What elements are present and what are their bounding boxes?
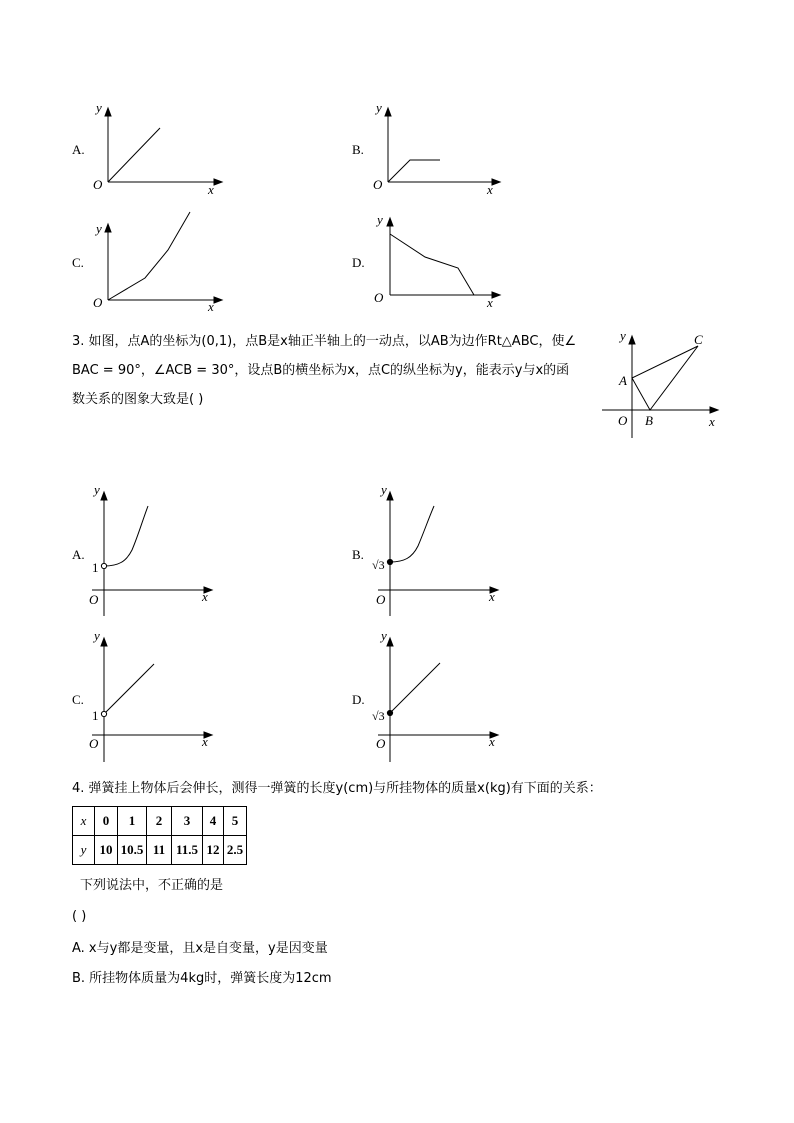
point-c-label: C bbox=[694, 332, 703, 347]
y-axis-label: y bbox=[381, 628, 387, 643]
table-cell: 11.5 bbox=[172, 836, 203, 865]
table-cell: 2 bbox=[147, 807, 172, 836]
table-cell: 11 bbox=[147, 836, 172, 865]
y-axis-label: y bbox=[94, 482, 100, 497]
q2-option-d-label: D. bbox=[352, 255, 365, 270]
q3-d-line bbox=[390, 663, 440, 713]
q3-option-a-label: A. bbox=[72, 547, 85, 562]
q3-option-c-label: C. bbox=[72, 692, 84, 707]
q3-d-closed-point bbox=[387, 710, 392, 715]
y-axis-label: y bbox=[377, 212, 383, 227]
x-axis-label: x bbox=[202, 589, 208, 604]
origin-label: O bbox=[93, 295, 103, 310]
x-axis-label: x bbox=[709, 414, 715, 429]
origin-label: O bbox=[374, 290, 384, 305]
x-axis-label: x bbox=[487, 182, 493, 197]
y-axis-label: y bbox=[620, 328, 626, 343]
q3-c-intercept: 1 bbox=[92, 708, 99, 723]
point-b-label: B bbox=[645, 413, 653, 428]
origin-label: O bbox=[373, 177, 383, 192]
table-cell: 10 bbox=[95, 836, 118, 865]
x-axis-label: x bbox=[208, 182, 214, 197]
table-cell: 5 bbox=[224, 807, 247, 836]
q2-option-c-label: C. bbox=[72, 255, 84, 270]
q3-option-d-label: D. bbox=[352, 692, 365, 707]
q2-option-a-label: A. bbox=[72, 142, 85, 157]
origin-label: O bbox=[89, 736, 99, 751]
origin-label: O bbox=[376, 736, 386, 751]
table-row-x bbox=[73, 807, 247, 836]
table-cell: 2.5 bbox=[224, 836, 247, 865]
table-cell: 0 bbox=[95, 807, 118, 836]
q3-option-b-label: B. bbox=[352, 547, 364, 562]
table-cell: 1 bbox=[118, 807, 147, 836]
origin-label: O bbox=[376, 592, 386, 607]
q4-intro: 4. 弹簧挂上物体后会伸长，测得一弹簧的长度y(cm)与所挂物体的质量x(kg)有下面的关系： bbox=[72, 781, 602, 796]
table-cell: 3 bbox=[172, 807, 203, 836]
q3-line-3: 数关系的图象大致是( ) bbox=[72, 392, 204, 407]
y-axis-label: y bbox=[376, 100, 382, 115]
q4-answer-paren: ( ) bbox=[72, 909, 87, 924]
q4-option-a[interactable]: A. x与y都是变量，且x是自变量，y是因变量 bbox=[72, 941, 328, 956]
q3-d-intercept: √3 bbox=[372, 709, 385, 723]
origin-label: O bbox=[618, 413, 628, 428]
point-a-label: A bbox=[619, 373, 627, 388]
x-axis-label: x bbox=[487, 295, 493, 310]
y-axis-label: y bbox=[96, 221, 102, 236]
table-cell: x bbox=[73, 807, 95, 836]
q3-a-intercept: 1 bbox=[92, 560, 99, 575]
x-axis-label: x bbox=[489, 734, 495, 749]
y-axis-label: y bbox=[94, 628, 100, 643]
y-axis-label: y bbox=[96, 100, 102, 115]
table-row-y bbox=[73, 836, 247, 865]
table-cell: 10.5 bbox=[118, 836, 147, 865]
x-axis-label: x bbox=[208, 299, 214, 314]
x-axis-label: x bbox=[202, 734, 208, 749]
origin-label: O bbox=[93, 177, 103, 192]
q3-line-1: 3. 如图，点A的坐标为(0,1)，点B是x轴正半轴上的一动点，以AB为边作Rt△ABC，使∠ bbox=[72, 334, 577, 349]
q3-b-intercept: √3 bbox=[372, 558, 385, 572]
q4-option-b[interactable]: B. 所挂物体质量为4kg时，弹簧长度为12cm bbox=[72, 971, 332, 986]
q4-question: 下列说法中，不正确的是 bbox=[80, 878, 224, 893]
table-cell: 12 bbox=[203, 836, 224, 865]
origin-label: O bbox=[89, 592, 99, 607]
x-axis-label: x bbox=[489, 589, 495, 604]
y-axis-label: y bbox=[381, 482, 387, 497]
q2-option-b-label: B. bbox=[352, 142, 364, 157]
table-cell: y bbox=[73, 836, 95, 865]
q4-data-table bbox=[72, 806, 247, 865]
q3-line-2: BAC = 90°，∠ACB = 30°，设点B的横坐标为x，点C的纵坐标为y，能表示y与x的函 bbox=[72, 363, 570, 378]
table-cell: 4 bbox=[203, 807, 224, 836]
